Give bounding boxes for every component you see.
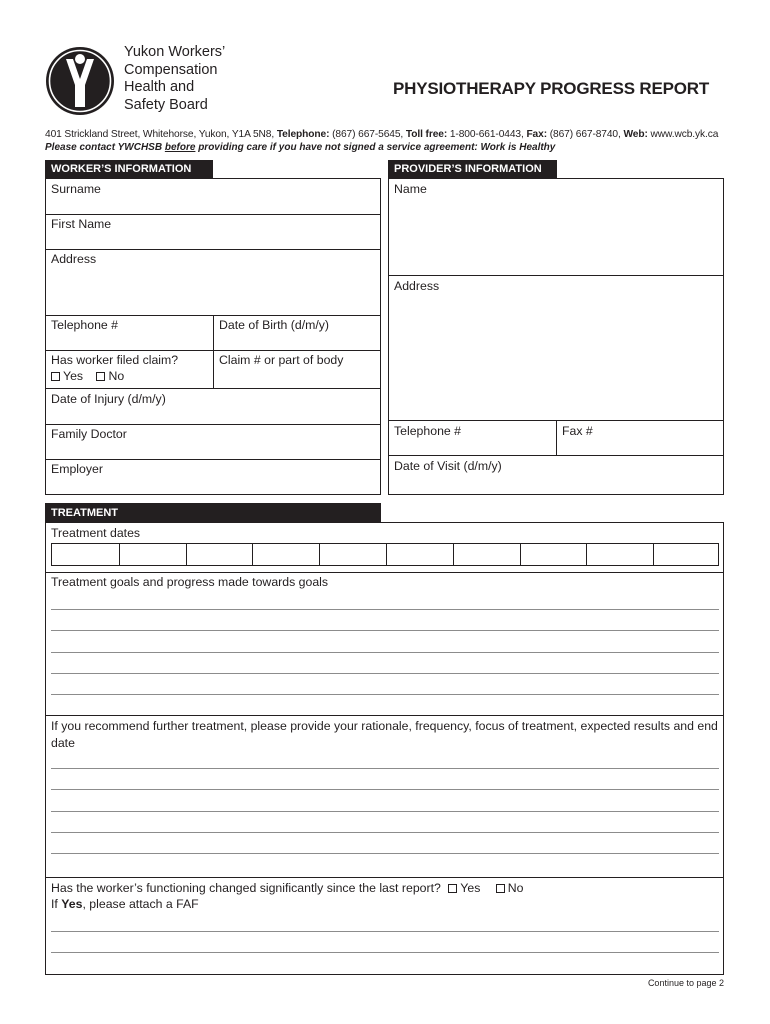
divider — [388, 275, 724, 276]
divider — [45, 424, 381, 425]
surname-field[interactable]: Surname — [51, 182, 101, 196]
yes-label: Yes — [460, 881, 481, 895]
writing-line[interactable] — [51, 652, 719, 653]
divider — [45, 715, 724, 716]
no-label: No — [507, 881, 524, 895]
functioning-changed-question — [51, 881, 524, 895]
date-of-visit-field[interactable]: Date of Visit (d/m/y) — [394, 459, 502, 473]
writing-line[interactable] — [51, 811, 719, 812]
checkbox-icon — [448, 884, 457, 893]
treatment-date-cell[interactable] — [252, 544, 319, 565]
divider — [45, 877, 724, 878]
tollfree-label: Toll free: — [405, 129, 448, 140]
filed-claim-no-checkbox[interactable] — [96, 369, 124, 383]
functioning-yes-checkbox[interactable] — [448, 881, 480, 895]
telephone-label: Telephone: — [276, 129, 330, 140]
divider — [45, 459, 381, 460]
fax-label: Fax: — [526, 129, 547, 140]
functioning-no-checkbox[interactable] — [496, 881, 524, 895]
writing-line[interactable] — [51, 952, 719, 953]
treatment-dates-label: Treatment dates — [51, 526, 141, 540]
tollfree-value: 1-800-661-0443, — [449, 129, 524, 140]
writing-line[interactable] — [51, 768, 719, 769]
functioning-question-text: Has the worker’s functioning changed significantly since the last report? — [51, 881, 441, 895]
treatment-goals-label: Treatment goals and progress made towards goals — [51, 575, 329, 589]
divider — [45, 249, 381, 250]
worker-address-field[interactable]: Address — [51, 252, 97, 266]
faf-text: If — [51, 897, 58, 911]
org-line: Health and — [124, 79, 195, 95]
date-of-birth-field[interactable]: Date of Birth (d/m/y) — [219, 318, 330, 332]
divider — [388, 455, 724, 456]
writing-line[interactable] — [51, 609, 719, 610]
street-address: 401 Strickland Street, Whitehorse, Yukon, Y1A 5N8, — [45, 129, 275, 140]
writing-line[interactable] — [51, 694, 719, 695]
yes-label: Yes — [63, 369, 84, 383]
employer-field[interactable]: Employer — [51, 462, 103, 476]
contact-notice — [45, 142, 555, 153]
notice-emphasis: before — [164, 142, 196, 153]
continue-to-page-note: Continue to page 2 — [647, 978, 724, 988]
attach-faf-note — [51, 897, 199, 911]
divider — [213, 315, 214, 388]
provider-fax-field[interactable]: Fax # — [562, 424, 593, 438]
web-value: www.wcb.yk.ca — [650, 129, 719, 140]
org-line: Yukon Workers’ — [124, 44, 226, 60]
no-label: No — [108, 369, 125, 383]
worker-info-heading: WORKER’S INFORMATION — [45, 160, 213, 179]
org-line: Safety Board — [124, 96, 208, 113]
filed-claim-options — [51, 369, 124, 383]
family-doctor-field[interactable]: Family Doctor — [51, 427, 127, 441]
treatment-heading: TREATMENT — [45, 503, 381, 523]
treatment-date-cell[interactable] — [653, 544, 718, 565]
treatment-date-cell[interactable] — [586, 544, 653, 565]
provider-address-field[interactable]: Address — [394, 279, 440, 293]
checkbox-icon — [496, 884, 505, 893]
treatment-date-cell[interactable] — [520, 544, 587, 565]
treatment-date-cell[interactable] — [319, 544, 386, 565]
ywchsb-logo-icon — [44, 45, 116, 117]
notice-text: providing care if you have not signed a service agreement: Work is Healthy — [198, 142, 556, 153]
first-name-field[interactable]: First Name — [51, 217, 112, 231]
recommend-treatment-label: If you recommend further treatment, please provide your rationale, frequency, focus of treatment, expected results and end date — [51, 719, 718, 750]
writing-line[interactable] — [51, 931, 719, 932]
divider — [45, 572, 724, 573]
org-line: Compensation — [124, 61, 218, 78]
writing-line[interactable] — [51, 673, 719, 674]
contact-address-line — [45, 129, 718, 140]
writing-line[interactable] — [51, 832, 719, 833]
divider — [556, 420, 557, 455]
faf-text: , please attach a FAF — [82, 897, 199, 911]
telephone-value: (867) 667-5645, — [332, 129, 404, 140]
checkbox-icon — [51, 372, 60, 381]
notice-text: Please contact YWCHSB — [45, 142, 163, 153]
claim-number-field[interactable]: Claim # or part of body — [219, 353, 344, 367]
treatment-date-cell[interactable] — [186, 544, 253, 565]
checkbox-icon — [96, 372, 105, 381]
filed-claim-yes-checkbox[interactable] — [51, 369, 83, 383]
filed-claim-label: Has worker filed claim? — [51, 353, 179, 367]
writing-line[interactable] — [51, 853, 719, 854]
divider — [45, 388, 381, 389]
worker-telephone-field[interactable]: Telephone # — [51, 318, 119, 332]
faf-yes-emphasis: Yes — [61, 897, 83, 911]
treatment-date-cell[interactable] — [119, 544, 186, 565]
treatment-date-cell[interactable] — [386, 544, 453, 565]
page-title: PHYSIOTHERAPY PROGRESS REPORT — [393, 79, 710, 98]
fax-value: (867) 667-8740, — [549, 129, 621, 140]
writing-line[interactable] — [51, 630, 719, 631]
provider-telephone-field[interactable]: Telephone # — [394, 424, 462, 438]
organization-name — [124, 44, 225, 114]
treatment-dates-grid — [51, 543, 719, 566]
provider-name-field[interactable]: Name — [394, 182, 427, 196]
date-of-injury-field[interactable]: Date of Injury (d/m/y) — [51, 392, 166, 406]
writing-line[interactable] — [51, 789, 719, 790]
provider-info-heading: PROVIDER’S INFORMATION — [388, 160, 557, 179]
divider — [45, 214, 381, 215]
treatment-date-cell[interactable] — [52, 544, 119, 565]
treatment-date-cell[interactable] — [453, 544, 520, 565]
web-label: Web: — [623, 129, 648, 140]
